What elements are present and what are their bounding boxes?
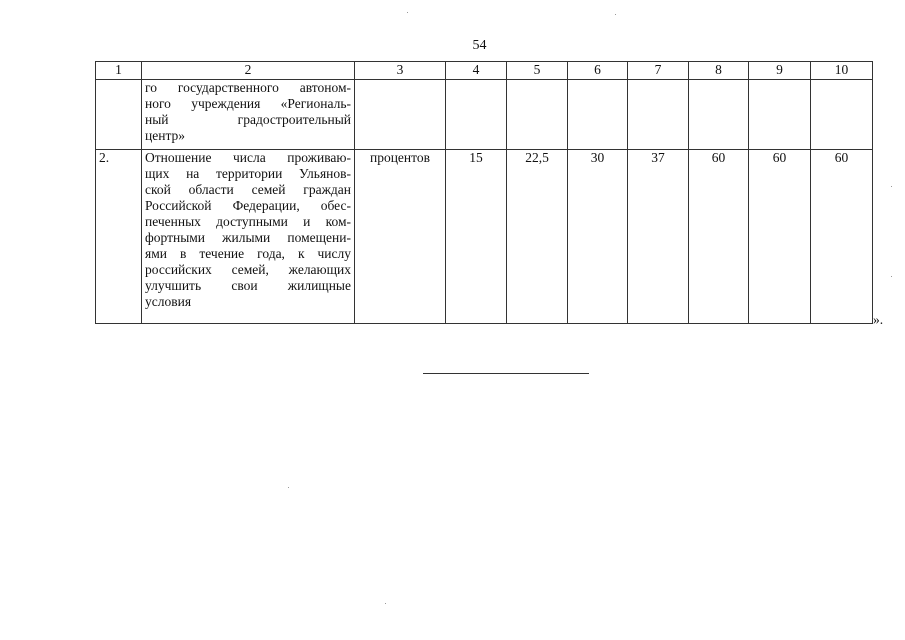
description-line: российских семей, желающих [145, 262, 351, 277]
value-cell [568, 80, 628, 150]
column-header: 1 [96, 62, 142, 80]
value-cell [811, 80, 873, 150]
scan-speck [407, 12, 408, 13]
scan-speck [615, 14, 616, 15]
scan-speck [891, 186, 892, 187]
row-unit: процентов [355, 150, 446, 324]
value-cell [507, 80, 568, 150]
description-line: ями в течение года, к числу [145, 246, 351, 261]
value-cell: 60 [749, 150, 811, 324]
table-header-row [96, 62, 873, 80]
column-header: 3 [355, 62, 446, 80]
row-unit [355, 80, 446, 150]
row-description [142, 80, 355, 150]
column-header: 4 [446, 62, 507, 80]
column-header: 8 [689, 62, 749, 80]
row-number [96, 80, 142, 150]
description-line: щих на территории Ульянов- [145, 166, 351, 181]
scan-speck [288, 487, 289, 488]
column-header: 7 [628, 62, 689, 80]
table-row [96, 80, 873, 150]
column-header: 10 [811, 62, 873, 80]
scan-speck [891, 276, 892, 277]
table-row [96, 150, 873, 324]
description-line: ской области семей граждан [145, 182, 351, 197]
value-cell [446, 80, 507, 150]
description-line: Российской Федерации, обес- [145, 198, 351, 213]
value-cell [628, 80, 689, 150]
description-line: фортными жилыми помещени- [145, 230, 351, 245]
value-cell: 60 [811, 150, 873, 324]
row-description [142, 150, 355, 324]
closing-quote: ». [873, 312, 884, 327]
description-line: ный градостроительный [145, 112, 351, 127]
scan-speck [385, 603, 386, 604]
value-cell: 30 [568, 150, 628, 324]
description-line: го государственного автоном- [145, 80, 351, 95]
value-cell [749, 80, 811, 150]
column-header: 2 [142, 62, 355, 80]
description-line: печенных доступными и ком- [145, 214, 351, 229]
description-line: Отношение числа проживаю- [145, 150, 351, 165]
value-cell: 37 [628, 150, 689, 324]
indicators-table [95, 61, 873, 324]
column-header: 5 [507, 62, 568, 80]
description-line: центр» [145, 128, 186, 143]
value-cell: 60 [689, 150, 749, 324]
row-number: 2. [96, 150, 142, 324]
value-cell [689, 80, 749, 150]
page-number: 54 [472, 38, 487, 53]
separator-line [423, 373, 589, 374]
column-header: 6 [568, 62, 628, 80]
value-cell: 22,5 [507, 150, 568, 324]
description-line: ного учреждения «Региональ- [145, 96, 351, 111]
description-line: улучшить свои жилищные [145, 278, 351, 293]
value-cell: 15 [446, 150, 507, 324]
description-line: условия [145, 294, 192, 309]
column-header: 9 [749, 62, 811, 80]
